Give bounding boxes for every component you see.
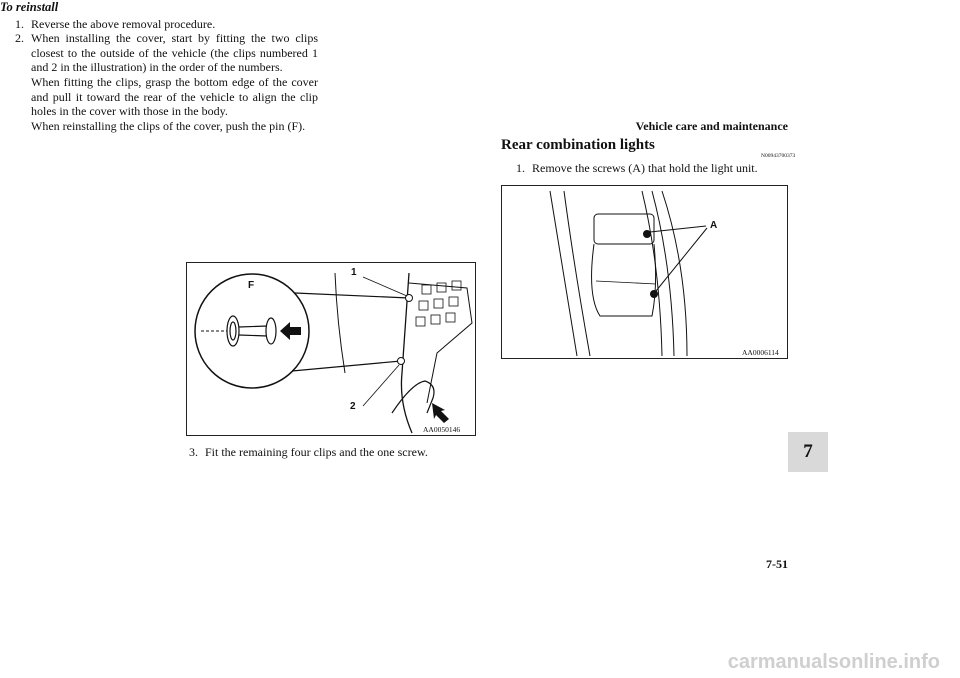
section-code: N00943700373 [761, 153, 796, 159]
figure-label-a: A [710, 220, 718, 231]
page-header: Vehicle care and maintenance [635, 119, 788, 133]
left-column [0, 0, 318, 133]
step-2-continuation-2: When reinstalling the clips of the cover, push the pin (F). [31, 118, 306, 133]
figure-label-f: F [248, 280, 255, 291]
section-tab: 7 [788, 432, 828, 472]
rear-light-figure [501, 185, 788, 359]
rear-step-1 [501, 161, 791, 176]
figure-code-left: AA0050146 [423, 425, 461, 434]
rear-light-drawing [502, 186, 789, 360]
rear-step-1-number: 1. [516, 161, 525, 175]
step-1 [0, 17, 318, 32]
figure-code-right: AA0006114 [742, 348, 779, 357]
step-2-text: When installing the cover, start by fitting the two clips closest to the outside of the vehicle (the clips numbered 1 and 2 in the illustration) in the order of the numbers. [31, 31, 318, 75]
step-3-number: 3. [189, 445, 198, 459]
page-number: 7-51 [766, 557, 788, 571]
figure-label-2: 2 [350, 401, 356, 412]
step-1-text: Reverse the above removal procedure. [31, 16, 216, 31]
clip-installation-figure [186, 262, 476, 436]
step-1-number: 1. [15, 16, 24, 31]
figure-label-1: 1 [351, 267, 357, 278]
step-3 [174, 445, 492, 460]
step-3-text: Fit the remaining four clips and the one screw. [205, 445, 428, 459]
clip-installation-drawing [187, 263, 477, 437]
section-title: Rear combination lights [501, 137, 655, 153]
step-2 [0, 31, 318, 133]
watermark: carmanualsonline.info [727, 651, 940, 673]
subhead-to-reinstall: To reinstall [0, 0, 59, 14]
step-2-number: 2. [15, 31, 24, 46]
rear-step-1-text: Remove the screws (A) that hold the light unit. [532, 161, 758, 175]
step-2-continuation-1: When fitting the clips, grasp the bottom edge of the cover and pull it toward the rear of the vehicle to align the clip holes in the cover with those in the body. [31, 74, 318, 119]
